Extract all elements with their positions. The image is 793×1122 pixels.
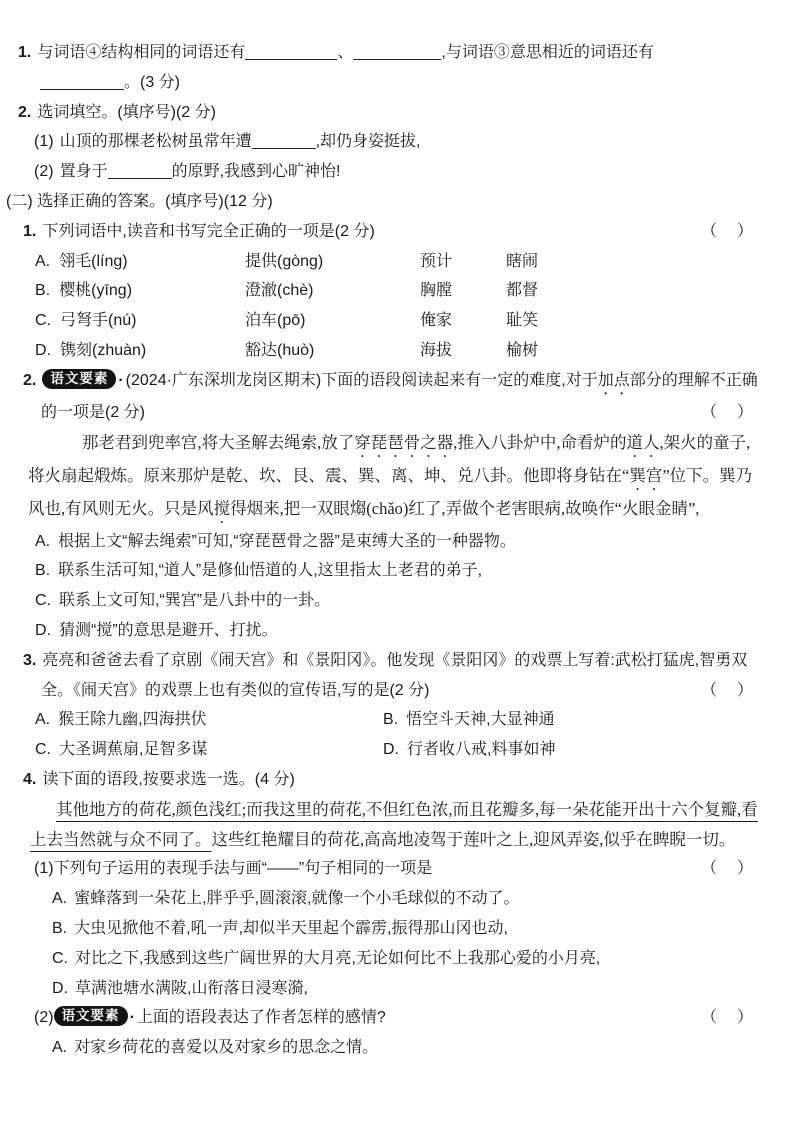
answer-bracket[interactable]: （ ） [700,860,755,878]
badge-dot: · [118,371,124,389]
dotted-phrase: 搅 [213,498,231,518]
passage-text: ,架火的童子,将火扇起煅炼。原来那炉是乾、坎、艮、震、巽、离、坤、兑八卦。他即将身钻在“ [28,432,751,485]
underlined-sentence: 其他地方的荷花,颜色浅红;而我这里的荷花,不但红色浓,而且花瓣多,每一朵花能开出十六个复瓣,看上去当然就与众不同了。 [30,799,758,849]
answer-bracket[interactable]: （ ） [700,1009,755,1027]
question-text: ,与词语③意思相近的词语还有 [441,44,654,61]
question-number: 2. [23,371,37,389]
item-label: (1) [34,133,54,151]
word: 胸膛 [420,282,453,300]
question-text: 亮亮和爸爸去看了京剧《闹天宫》和《景阳冈》。他发现《景阳冈》的戏票上写着:武松打猛虎,智勇双全。《闹天宫》的戏票上也有类似的宣传语,写的是(2 分) [41,651,748,699]
word: 海拔 [420,341,453,359]
option-a [52,1033,765,1063]
option-d [35,616,765,646]
option-label: B. [52,919,68,937]
option-label: A. [35,711,51,729]
option-label: B. [383,711,399,729]
option-row [35,247,765,277]
word: 预计 [420,252,453,270]
yuwen-yaosu-badge: 语文要素 [42,369,116,389]
question-2 [18,98,765,128]
badge-dot: · [129,1009,135,1027]
option-text: 蜜蜂落到一朵花上,胖乎乎,圆滚滚,就像一个小毛球似的不动了。 [74,890,520,908]
word: 俺家 [420,312,453,330]
fill-in-blank[interactable] [252,133,316,149]
word: 澄澈(chè) [245,282,314,300]
option-text: 大圣调蕉扇,足智多谋 [59,741,208,759]
word: 都督 [506,282,539,300]
dotted-phrase: 巽宫 [629,465,663,485]
item-label: (1) [34,860,54,878]
option-row [35,276,765,306]
word: 提供(gòng) [245,252,324,270]
word: 豁达(huò) [245,341,315,359]
option-b [35,556,765,586]
lotus-passage [30,795,765,855]
passage-text: ,推入八卦炉中,命看炉的 [453,432,627,452]
word: 弓弩手(nú) [60,312,137,330]
s2-question-1 [23,217,765,247]
dotted-phrase: 穿琵琶骨之器 [354,432,454,452]
question-text: 读下面的语段,按要求选一选。(4 分) [42,770,295,788]
word: 泊车(pō) [245,312,306,330]
option-label: C. [35,741,51,759]
q4-sub-2 [34,1003,765,1033]
option-label: A. [35,252,51,270]
option-c [35,586,765,616]
option-c [35,735,383,765]
score-note: 。(3 分) [124,73,181,91]
option-label: B. [35,562,51,580]
s2-question-4 [23,765,765,795]
option-c [52,944,765,974]
word: 镌刻(zhuàn) [60,341,147,359]
option-label: B. [35,282,51,300]
option-text: 草满池塘水满陂,山衔落日浸寒漪, [75,979,308,997]
question-text: (2024·广东深圳龙岗区期末)下面的语段阅读起来有一定的难度,对于 [125,371,598,389]
item-text: 置身于 [59,163,108,181]
fill-in-blank[interactable] [245,44,337,60]
option-text: 对比之下,我感到这些广阔世界的大月亮,无论如何比不上我那心爱的小月亮, [75,949,601,967]
answer-bracket[interactable]: （ ） [700,222,755,240]
option-label: A. [52,890,68,908]
word: 耻笑 [506,312,539,330]
option-a [52,884,765,914]
option-text: 联系上文可知,“巽宫”是八卦中的一卦。 [59,592,331,610]
option-b [383,705,765,735]
passage-text: 得烟来,把一双眼煼(chǎo)红了,弄做个老害眼病,故唤作“火眼金睛”, [230,498,700,518]
item-text: 的原野,我感到心旷神怡! [171,163,341,181]
yuwen-yaosu-badge: 语文要素 [54,1006,128,1026]
question-number: 1. [18,44,32,61]
answer-bracket[interactable]: （ ） [700,681,755,699]
option-label: C. [35,592,51,610]
section-heading-text: (二) 选择正确的答案。(填序号)(12 分) [6,192,273,210]
word: 榆树 [506,341,539,359]
option-b [52,914,765,944]
question-text: 选词填空。(填序号)(2 分) [37,103,217,121]
option-text: 对家乡荷花的喜爱以及对家乡的思念之情。 [74,1039,379,1057]
fill-in-blank[interactable] [108,163,172,179]
passage-text: 那老君到兜率宫,将大圣解去绳索,放了 [82,432,355,452]
word: 樱桃(yīng) [59,282,133,300]
question-text: 上面的语段表达了作者怎样的感情? [136,1009,386,1027]
option-text: 猴王除九幽,四海拱伏 [58,711,207,729]
option-row [35,336,765,366]
option-d [52,974,765,1004]
question-number: 3. [23,651,37,669]
answer-bracket[interactable]: （ ） [700,403,755,421]
option-label: D. [383,741,399,759]
question-text: 下列句子运用的表现手法与画“——”句子相同的一项是 [53,860,433,878]
question-1-line2 [40,68,765,98]
q4-sub-1 [34,854,765,884]
option-a [35,527,765,557]
option-label: C. [52,949,68,967]
option-text: 行者收八戒,料事如神 [407,741,556,759]
option-cell [35,247,245,277]
item-text: ,却仍身姿挺拔, [315,133,421,151]
question-text: 部分的理解不正确的一项是(2 分) [41,371,758,421]
item-text: 山顶的那棵老松树虽常年遭 [59,133,252,151]
option-cell [35,336,245,366]
passage-text: ”位下。巽乃风也,有风则无火。只是风 [28,465,753,518]
s2-question-2 [23,366,765,428]
question-text: 下列词语中,读音和书写完全正确的一项是(2 分) [42,222,375,240]
journey-west-passage [28,428,765,527]
dotted-term: 加点 [597,371,630,389]
option-cell [35,276,245,306]
word: 瞎闹 [506,252,539,270]
question-number: 4. [23,770,37,788]
passage-text: 这些红艳耀目的荷花,高高地凌驾于莲叶之上,迎风弄姿,似乎在睥睨一切。 [211,829,736,849]
option-text: 大虫见掀他不着,吼一声,却似半天里起个霹雳,振得那山冈也动, [74,919,508,937]
option-d [383,735,765,765]
item-label: (2) [34,1009,54,1027]
question-number: 2. [18,103,32,121]
word: 翎毛(líng) [59,252,128,270]
enum-comma: 、 [337,44,354,61]
question-1 [18,38,765,68]
option-label: D. [35,341,51,359]
option-label: D. [52,979,68,997]
section-2-heading [6,187,765,217]
question-2-item-1 [34,127,765,157]
options-two-col [35,705,765,765]
option-text: 悟空斗天神,大显神通 [406,711,555,729]
option-text: 根据上文“解去绳索”可知,“穿琵琶骨之器”是束缚大圣的一种器物。 [58,532,516,550]
question-text: 与词语④结构相同的词语还有 [37,44,246,61]
question-number: 1. [23,222,37,240]
fill-in-blank[interactable] [40,74,124,90]
option-cell [35,306,245,336]
option-label: A. [35,532,51,550]
item-label: (2) [34,163,54,181]
option-text: 猜测“搅”的意思是避开、打扰。 [59,621,278,639]
option-label: D. [35,621,51,639]
option-label: C. [35,312,51,330]
s2-question-3 [23,646,765,706]
option-row [35,306,765,336]
question-2-item-2 [34,157,765,187]
dotted-phrase: 道人 [626,432,660,452]
fill-in-blank[interactable] [353,44,441,60]
option-text: 联系生活可知,“道人”是修仙悟道的人,这里指太上老君的弟子, [58,562,483,580]
option-label: A. [52,1039,68,1057]
option-a [35,705,383,735]
